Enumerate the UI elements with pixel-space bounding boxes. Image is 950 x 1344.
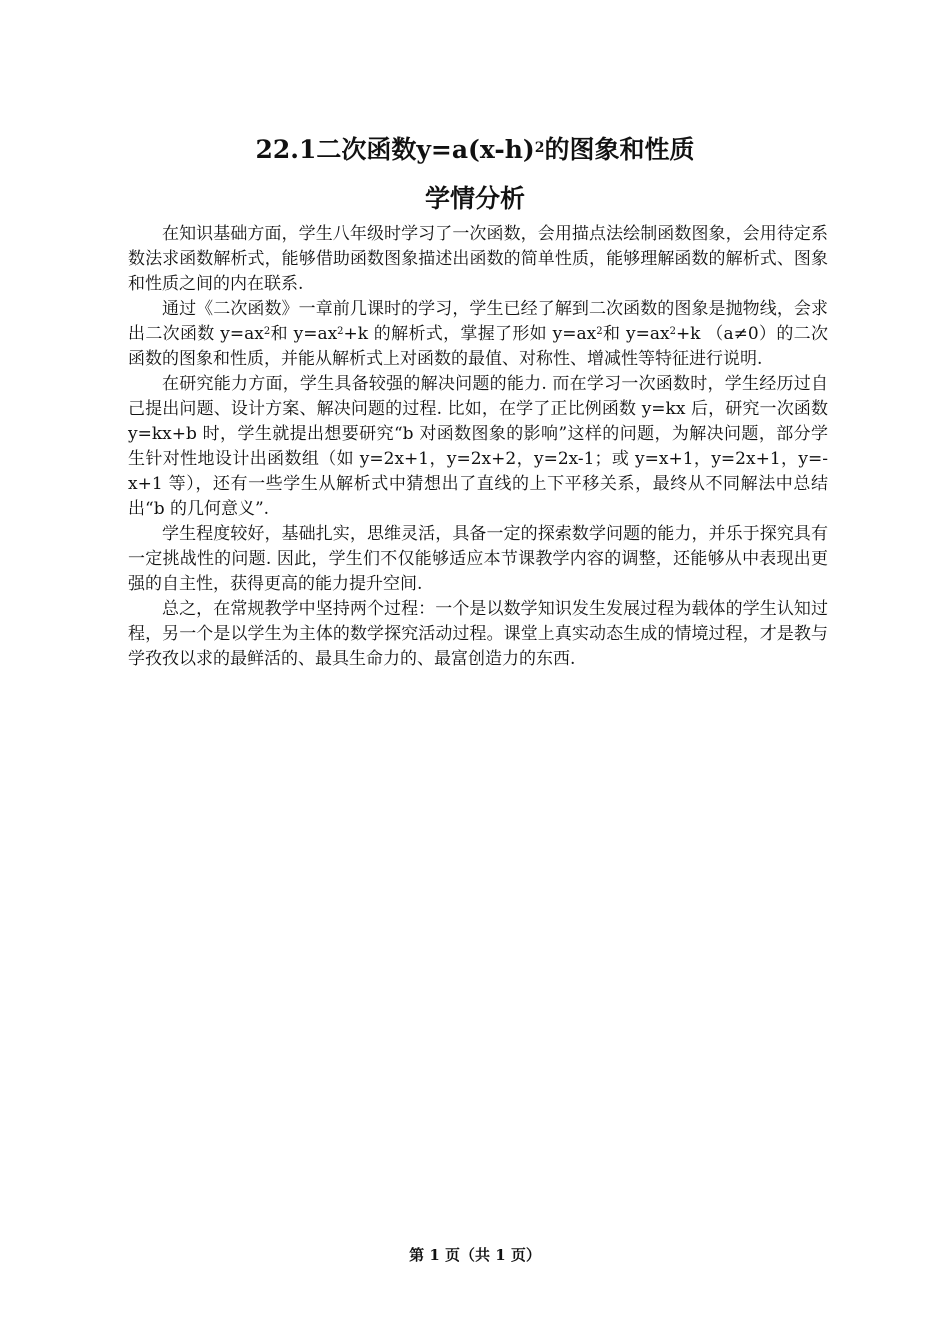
exponent-3: 2 <box>596 326 603 337</box>
paragraph-3: 在研究能力方面，学生具备较强的解决问题的能力. 而在学习一次函数时，学生经历过自己提出问题、设计方案、解决问题的过程. 比如，在学了正比例函数 y=kx 后，研究一次函数 y=kx+b 时，学生就提出想要研究“b 对函数图象的影响”这样的问题，为解决问题，部分学生针对性地设计出函数组（如 y=2x+1，y=2x+2，y=2x-1；或 y=x+1，y=2x+1，y=-x+1 等），还有一些学生从解析式中猜想出了直线的上下平移关系，最终从不同解法中总结出“b 的几何意义”. <box>128 374 828 519</box>
document-title <box>0 132 950 168</box>
paragraph-2 <box>128 297 828 372</box>
exponent-2: 2 <box>337 326 344 337</box>
title-suffix: 的图象和性质 <box>544 135 695 164</box>
exponent-4: 2 <box>669 326 676 337</box>
paragraph-5: 总之，在常规教学中坚持两个过程：一个是以数学知识发生发展过程为载体的学生认知过程，另一个是以学生为主体的数学探究活动过程。课堂上真实动态生成的情境过程，才是教与学孜孜以求的最鲜活的、最具生命力的、最富创造力的东西. <box>128 599 828 669</box>
paragraph-2-part-a: 通过《二次函数》一章前几课时的学习，学生已经了解到二次函数的图象是抛物线，会求出二次函数 y=ax <box>128 299 828 344</box>
paragraph-2-part-b: 和 y=ax <box>270 324 338 344</box>
document-body <box>128 222 828 672</box>
paragraph-2-part-c: +k 的解析式，掌握了形如 y=ax <box>343 324 597 344</box>
paragraph-1: 在知识基础方面，学生八年级时学习了一次函数，会用描点法绘制函数图象，会用待定系数法求函数解析式，能够借助函数图象描述出函数的简单性质，能够理解函数的解析式、图象和性质之间的内在联系. <box>128 224 828 294</box>
title-exponent: 2 <box>534 140 545 156</box>
exponent-1: 2 <box>263 326 271 337</box>
paragraph-2-part-d: 和 y=ax <box>602 324 670 344</box>
page-footer: 第 1 页（共 1 页） <box>409 1246 541 1264</box>
paragraph-4: 学生程度较好，基础扎实，思维灵活，具备一定的探索数学问题的能力，并乐于探究具有一定挑战性的问题. 因此，学生们不仅能够适应本节课教学内容的调整，还能够从中表现出更强的自主性，获得更高的能力提升空间. <box>128 524 828 594</box>
paragraph-2-part-e: +k （a≠0）的二次函数的图象和性质，并能从解析式上对函数的最值、对称性、增减性等特征进行说明. <box>128 324 828 369</box>
title-prefix: 22.1二次函数y=a(x-h) <box>255 135 535 164</box>
section-heading: 学情分析 <box>424 184 525 213</box>
